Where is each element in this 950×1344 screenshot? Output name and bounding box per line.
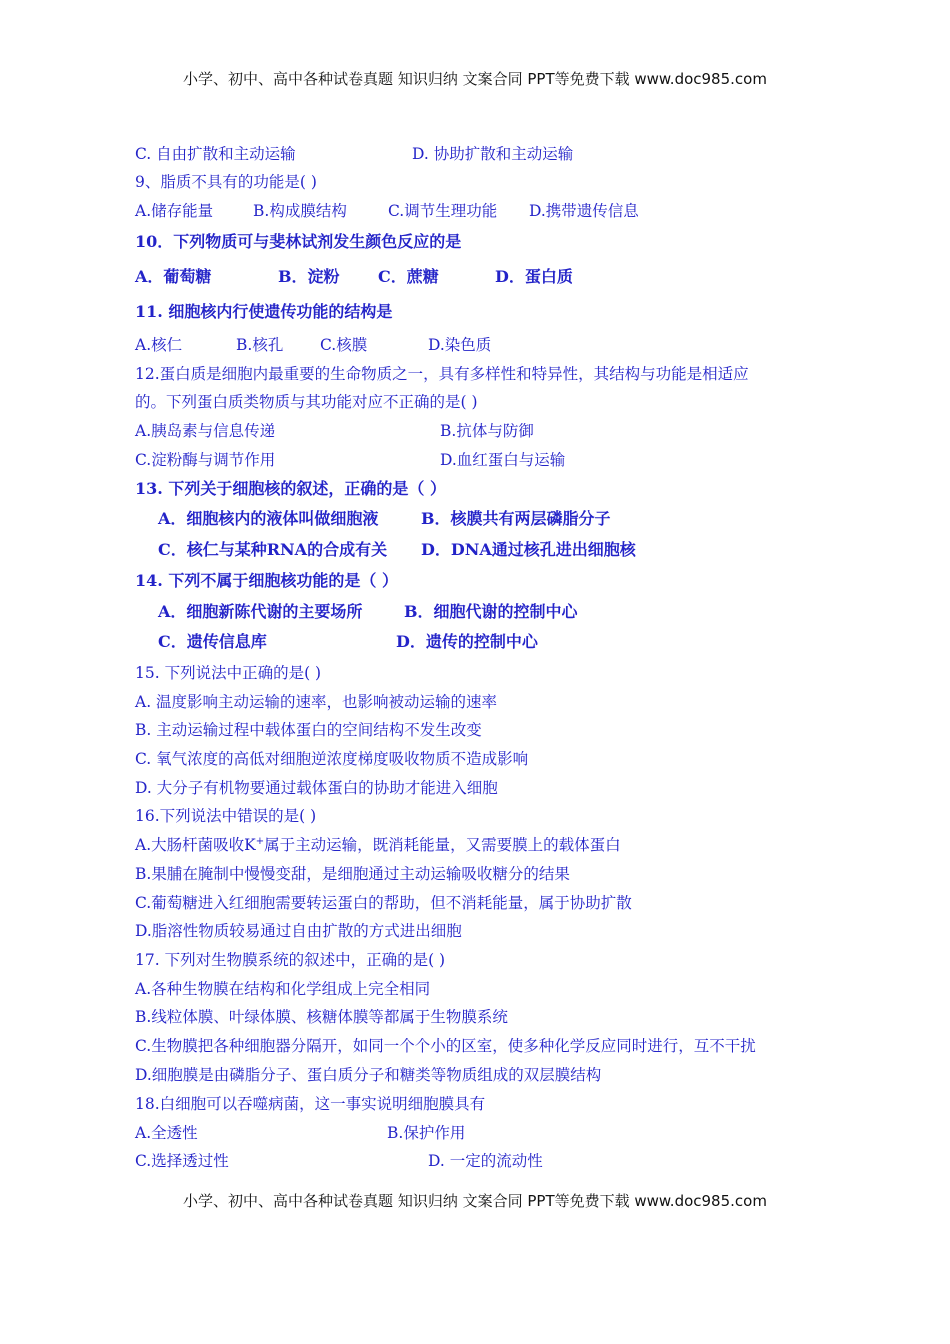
q10-option-d: D．蛋白质 (495, 267, 573, 286)
q13-option-d: D．DNA通过核孔进出细胞核 (421, 540, 636, 559)
q11-option-b: B.核孔 (236, 336, 284, 354)
q16-option-a-start: A.大肠杆菌吸收K (135, 836, 256, 854)
q14-option-b: B．细胞代谢的控制中心 (404, 602, 578, 621)
q11-option-c: C.核膜 (320, 336, 368, 354)
q18-option-c: C.选择透过性 (135, 1152, 229, 1170)
q15-option-c: C. 氧气浓度的高低对细胞逆浓度梯度吸收物质不造成影响 (135, 750, 529, 768)
q17-option-d: D.细胞膜是由磷脂分子、蛋白质分子和糖类等物质组成的双层膜结构 (135, 1066, 602, 1084)
q15-option-d: D. 大分子有机物要通过载体蛋白的协助才能进入细胞 (135, 779, 498, 797)
q13-option-b: B．核膜共有两层磷脂分子 (421, 509, 611, 528)
q11-option-a: A.核仁 (135, 336, 183, 354)
q13-option-a: A．细胞核内的液体叫做细胞液 (158, 509, 379, 528)
q9-option-c: C.调节生理功能 (388, 202, 498, 220)
q9-option-d: D.携带遗传信息 (529, 202, 639, 220)
q13-option-c: C．核仁与某种RNA的合成有关 (158, 540, 388, 559)
q10-option-c: C．蔗糖 (378, 267, 439, 286)
q16-option-d: D.脂溶性物质较易通过自由扩散的方式进出细胞 (135, 922, 462, 940)
q13-stem: 13. 下列关于细胞核的叙述，正确的是（ ） (135, 479, 446, 498)
q16-stem: 16.下列说法中错误的是( ) (135, 807, 317, 825)
q10-option-a: A．葡萄糖 (135, 267, 212, 286)
q18-option-a: A.全透性 (135, 1124, 198, 1142)
q14-option-a: A．细胞新陈代谢的主要场所 (158, 602, 363, 621)
q15-stem: 15. 下列说法中正确的是( ) (135, 664, 322, 682)
q11-option-d: D.染色质 (428, 336, 492, 354)
q14-stem: 14. 下列不属于细胞核功能的是（ ） (135, 571, 398, 590)
q12-option-b: B.抗体与防御 (440, 422, 534, 440)
q15-option-b: B. 主动运输过程中载体蛋白的空间结构不发生改变 (135, 721, 482, 739)
q8-option-c: C. 自由扩散和主动运输 (135, 145, 296, 163)
q17-option-c: C.生物膜把各种细胞器分隔开，如同一个个小的区室，使多种化学反应同时进行，互不干扰 (135, 1037, 756, 1055)
q18-option-b: B.保护作用 (387, 1124, 466, 1142)
q12-option-d: D.血红蛋白与运输 (440, 451, 566, 469)
q12-option-c: C.淀粉酶与调节作用 (135, 451, 276, 469)
q18-stem: 18.白细胞可以吞噬病菌，这一事实说明细胞膜具有 (135, 1095, 486, 1113)
q10-option-b: B．淀粉 (278, 267, 340, 286)
q12-option-a: A.胰岛素与信息传递 (135, 422, 276, 440)
page-header: 小学、初中、高中各种试卷真题 知识归纳 文案合同 PPT等免费下载 www.doc985.com (183, 70, 767, 88)
q16-option-a-end: 属于主动运输，既消耗能量，又需要膜上的载体蛋白 (264, 836, 621, 854)
q12-stem-line-1: 12.蛋白质是细胞内最重要的生命物质之一，具有多样性和特异性，其结构与功能是相适应 (135, 365, 749, 383)
q14-option-c: C．遗传信息库 (158, 632, 267, 651)
q8-option-d: D. 协助扩散和主动运输 (412, 145, 574, 163)
q15-option-a: A. 温度影响主动运输的速率，也影响被动运输的速率 (135, 693, 498, 711)
q14-option-d: D．遗传的控制中心 (396, 632, 538, 651)
q17-option-a: A.各种生物膜在结构和化学组成上完全相同 (135, 980, 431, 998)
q16-option-a (135, 835, 621, 855)
q9-option-a: A.储存能量 (135, 202, 214, 220)
page-footer: 小学、初中、高中各种试卷真题 知识归纳 文案合同 PPT等免费下载 www.doc985.com (183, 1192, 767, 1210)
q12-stem-line-2: 的。下列蛋白质类物质与其功能对应不正确的是( ) (135, 393, 478, 411)
q16-option-c: C.葡萄糖进入红细胞需要转运蛋白的帮助，但不消耗能量，属于协助扩散 (135, 894, 632, 912)
q18-option-d: D. 一定的流动性 (428, 1152, 543, 1170)
q16-option-b: B.果脯在腌制中慢慢变甜，是细胞通过主动运输吸收糖分的结果 (135, 865, 570, 883)
q16-option-a-superscript: + (255, 835, 265, 847)
q17-option-b: B.线粒体膜、叶绿体膜、核糖体膜等都属于生物膜系统 (135, 1008, 508, 1026)
q10-stem: 10．下列物质可与斐林试剂发生颜色反应的是 (135, 232, 462, 251)
q9-stem: 9、脂质不具有的功能是( ) (135, 173, 317, 191)
q17-stem: 17. 下列对生物膜系统的叙述中，正确的是( ) (135, 951, 446, 969)
q11-stem: 11. 细胞核内行使遗传功能的结构是 (135, 302, 393, 321)
q9-option-b: B.构成膜结构 (253, 202, 347, 220)
